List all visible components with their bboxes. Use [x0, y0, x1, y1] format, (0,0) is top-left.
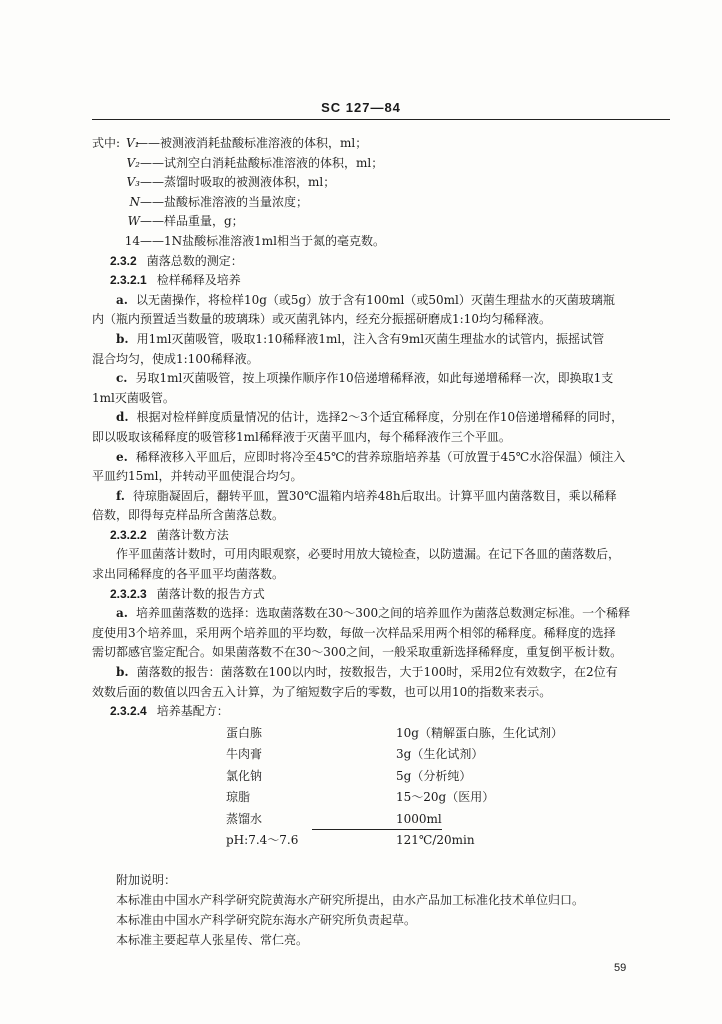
additional-notes [116, 870, 656, 950]
media-row: 牛肉膏 3g（生化试剂） [226, 747, 484, 762]
list-item: b. 用1ml灭菌吸管，吸取1:10稀释液1ml，注入含有9ml灭菌生理盐水的试管内，振摇试管 [116, 331, 605, 346]
paragraph-line: 求出同稀释度的各平皿平均菌落数。 [92, 567, 285, 582]
document-body [92, 134, 670, 853]
list-item: c. 另取1ml灭菌吸管，按上项操作顺序作10倍递增稀释液，如此每递增稀释一次，即换取1支 [116, 371, 614, 386]
variable-row: 式中: V₁——被测液消耗盐酸标准溶液的体积，ml； [92, 136, 368, 150]
note-line: 本标准由中国水产科学研究院东海水产研究所负责起草。 [116, 913, 417, 927]
media-row: pH:7.4～7.6 121℃/20min [226, 833, 475, 848]
paragraph-line: 作平皿菌落计数时，可用肉眼观察，必要时用放大镜检查，以防遗漏。在记下各皿的菌落数后， [116, 547, 621, 562]
note-line: 本标准由中国水产科学研究院黄海水产研究所提出，由水产品加工标准化技术单位归口。 [116, 893, 585, 907]
notes-title: 附加说明： [116, 873, 177, 887]
note-line: 本标准主要起草人张星传、常仁亮。 [116, 933, 309, 947]
variable-row: N——盐酸标准溶液的当量浓度； [129, 194, 309, 209]
list-item-continuation: 即以吸取该稀释度的吸管移1ml稀释液于灭菌平皿内，每个稀释液作三个平皿。 [92, 429, 511, 444]
list-item-continuation: 内（瓶内预置适当数量的玻璃珠）或灭菌乳钵内，经充分振摇研磨成1:10均匀稀释液。 [92, 312, 551, 327]
list-item-continuation: 倍数，即得每克样品所含菌落总数。 [92, 508, 285, 523]
variable-row: 14——1N盐酸标准溶液1ml相当于氮的毫克数。 [124, 233, 385, 248]
list-item: a. 以无菌操作，将检样10g（或5g）放于含有100ml（或50ml）灭菌生理盐水的灭菌玻璃瓶 [116, 292, 615, 307]
page-number: 59 [614, 962, 627, 974]
section-heading: 2.3.2.2 菌落计数方法 [110, 527, 229, 542]
list-item: b. 菌落数的报告：菌落数在100以内时，按数报告，大于100时，采用2位有效数字，在2位有 [116, 665, 618, 680]
list-item-continuation: 效数后面的数值以四舍五入计算，为了缩短数字后的零数，也可以用10的指数来表示。 [92, 684, 552, 699]
list-item-continuation: 混合均匀，使成1:100稀释液。 [92, 351, 259, 366]
section-heading: 2.3.2 菌落总数的测定： [110, 253, 243, 268]
variable-row: V₃——蒸馏时吸取的被测液体积，ml； [126, 175, 336, 190]
list-item-continuation: 度使用3个培养皿，采用两个培养皿的平均数，每做一次样品采用两个相邻的稀释度。稀释度的选择 [92, 625, 616, 640]
section-heading: 2.3.2.3 菌落计数的报告方式 [110, 586, 265, 601]
list-item: a. 培养皿菌落数的选择：选取菌落数在30～300之间的培养皿作为菌落总数测定标准。一个稀释 [116, 606, 631, 621]
variable-definitions [92, 134, 670, 252]
list-item: d. 根据对检样鲜度质量情况的估计，选择2～3个适宜稀释度，分别在作10倍递增稀释的同时， [116, 410, 624, 425]
standard-code: SC 127—84 [321, 100, 401, 115]
media-recipe-table [92, 724, 670, 853]
section-heading: 2.3.2.1 检样稀释及培养 [110, 273, 241, 288]
media-row: 蛋白胨 10g（精解蛋白胨，生化试剂） [226, 725, 563, 740]
list-item-continuation: 平皿约15ml，并转动平皿使混合均匀。 [92, 469, 303, 484]
media-row: 蒸馏水 1000ml [226, 811, 442, 826]
list-item-continuation: 1ml灭菌吸管。 [92, 390, 175, 405]
media-row: 琼脂 15～20g（医用） [226, 790, 495, 805]
list-item: f. 待琼脂凝固后，翻转平皿，置30℃温箱内培养48h后取出。计算平皿内菌落数目，乘以稀释 [116, 488, 617, 503]
section-heading: 2.3.2.4 培养基配方： [110, 704, 229, 719]
variable-row: W——样品重量，g； [127, 214, 244, 229]
list-item-continuation: 需切都感官鉴定配合。如果菌落数不在30～300之间，一般采取重新选择稀释度，重复倒平板计数。 [92, 645, 623, 660]
header-divider [92, 119, 670, 120]
media-row: 氯化钠 5g（分析纯） [226, 768, 472, 783]
footer-divider [312, 829, 442, 830]
variable-row: V₂——试剂空白消耗盐酸标准溶液的体积，ml； [126, 155, 384, 170]
list-item: e. 稀释液移入平皿后，应即时将冷至45℃的营养琼脂培养基（可放置于45℃水浴保温）倾注入 [116, 449, 626, 464]
